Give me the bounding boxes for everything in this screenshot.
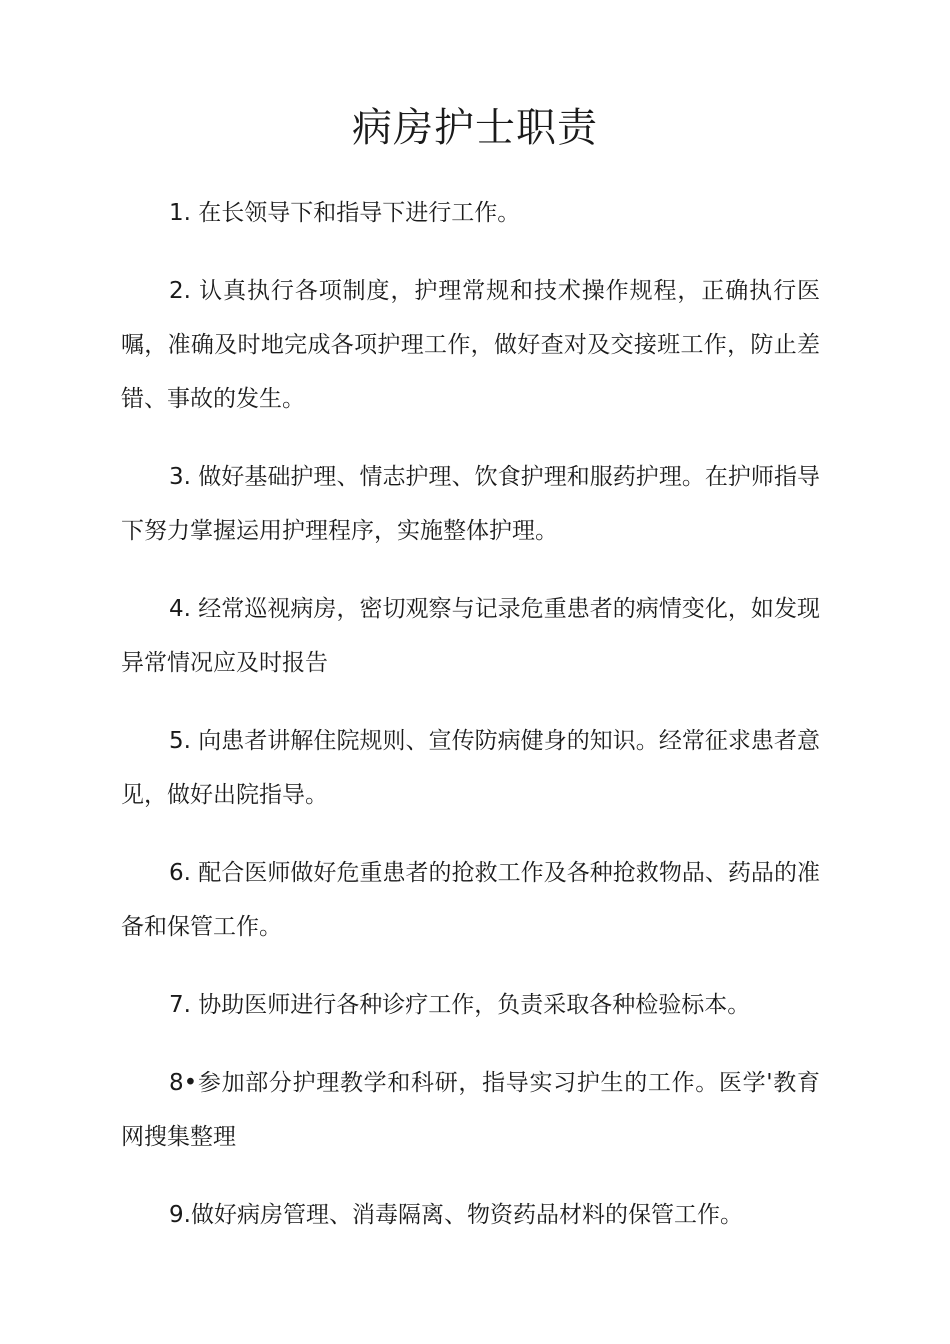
duty-item-9: 9.做好病房管理、消毒隔离、物资药品材料的保管工作。 [169,1202,743,1228]
duty-item-3: 3. 做好基础护理、情志护理、饮食护理和服药护理。在护师指导下努力掌握运用护理程序，实施整体护理。 [121,464,820,544]
duty-item-4: 4. 经常巡视病房，密切观察与记录危重患者的病情变化，如发现异常情况应及时报告 [121,596,820,676]
duty-item-1: 1. 在长领导下和指导下进行工作。 [169,200,521,226]
duty-item-6: 6. 配合医师做好危重患者的抢救工作及各种抢救物品、药品的准备和保管工作。 [121,860,820,940]
duty-item-7: 7. 协助医师进行各种诊疗工作，负责采取各种检验标本。 [169,992,751,1018]
duty-item-5: 5. 向患者讲解住院规则、宣传防病健身的知识。经常征求患者意见，做好出院指导。 [121,728,820,808]
page-title: 病房护士职责 [352,105,598,151]
duty-item-8: 8•参加部分护理教学和科研，指导实习护生的工作。医学'教育网搜集整理 [121,1070,820,1150]
duty-list [121,186,820,1266]
duty-item-2: 2. 认真执行各项制度，护理常规和技术操作规程，正确执行医嘱，准确及时地完成各项护理工作，做好查对及交接班工作，防止差错、事故的发生。 [121,278,820,412]
